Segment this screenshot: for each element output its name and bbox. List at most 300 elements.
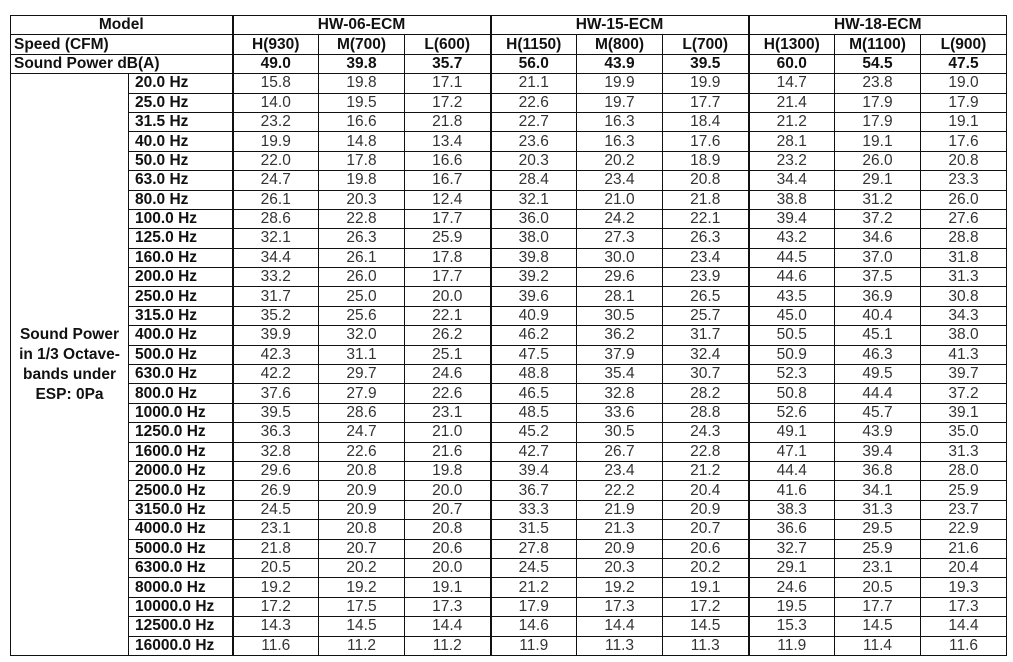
value-cell: 17.7 (663, 93, 749, 112)
value-cell: 25.6 (319, 306, 405, 325)
value-cell: 20.9 (319, 500, 405, 519)
value-cell: 22.2 (577, 481, 663, 500)
value-cell: 23.7 (921, 500, 1007, 519)
value-cell: 14.5 (663, 617, 749, 636)
speed-cell: L(700) (663, 35, 749, 54)
value-cell: 31.8 (921, 248, 1007, 267)
table-row (11, 636, 1007, 655)
frequency-band-cell: 160.0 Hz (129, 248, 233, 267)
frequency-band-cell: 80.0 Hz (129, 190, 233, 209)
speed-row (11, 35, 1007, 54)
value-cell: 17.9 (921, 93, 1007, 112)
value-cell: 34.4 (233, 248, 319, 267)
value-cell: 16.7 (405, 171, 491, 190)
frequency-band-cell: 4000.0 Hz (129, 520, 233, 539)
value-cell: 26.0 (921, 190, 1007, 209)
value-cell: 20.8 (319, 461, 405, 480)
table-row (11, 209, 1007, 228)
value-cell: 21.1 (491, 74, 577, 93)
value-cell: 16.3 (577, 112, 663, 131)
value-cell: 25.1 (405, 345, 491, 364)
value-cell: 11.2 (319, 636, 405, 655)
value-cell: 43.5 (749, 287, 835, 306)
value-cell: 20.9 (577, 539, 663, 558)
value-cell: 21.8 (233, 539, 319, 558)
value-cell: 32.1 (491, 190, 577, 209)
frequency-band-cell: 8000.0 Hz (129, 578, 233, 597)
value-cell: 32.4 (663, 345, 749, 364)
value-cell: 11.9 (491, 636, 577, 655)
value-cell: 49.5 (835, 365, 921, 384)
value-cell: 25.9 (405, 229, 491, 248)
value-cell: 31.3 (835, 500, 921, 519)
value-cell: 33.2 (233, 268, 319, 287)
value-cell: 47.1 (749, 442, 835, 461)
value-cell: 45.2 (491, 423, 577, 442)
speed-cell: L(600) (405, 35, 491, 54)
value-cell: 22.0 (233, 151, 319, 170)
speed-label: Speed (CFM) (11, 35, 233, 54)
value-cell: 24.5 (233, 500, 319, 519)
speed-cell: H(1300) (749, 35, 835, 54)
frequency-band-cell: 12500.0 Hz (129, 617, 233, 636)
value-cell: 50.5 (749, 326, 835, 345)
sound-power-total-cell: 35.7 (405, 54, 491, 73)
value-cell: 42.3 (233, 345, 319, 364)
value-cell: 26.7 (577, 442, 663, 461)
value-cell: 39.4 (749, 209, 835, 228)
value-cell: 32.8 (233, 442, 319, 461)
model-name: HW-18-ECM (749, 16, 1007, 35)
value-cell: 19.1 (663, 578, 749, 597)
table-row (11, 520, 1007, 539)
frequency-band-cell: 2000.0 Hz (129, 461, 233, 480)
sound-power-total-cell: 60.0 (749, 54, 835, 73)
value-cell: 17.3 (405, 597, 491, 616)
table-row (11, 93, 1007, 112)
table-row (11, 423, 1007, 442)
value-cell: 39.4 (491, 461, 577, 480)
value-cell: 17.2 (663, 597, 749, 616)
value-cell: 19.2 (233, 578, 319, 597)
value-cell: 31.1 (319, 345, 405, 364)
frequency-band-cell: 50.0 Hz (129, 151, 233, 170)
value-cell: 26.3 (663, 229, 749, 248)
value-cell: 20.7 (405, 500, 491, 519)
frequency-band-cell: 3150.0 Hz (129, 500, 233, 519)
sound-power-label: Sound Power dB(A) (11, 54, 233, 73)
value-cell: 46.5 (491, 384, 577, 403)
value-cell: 31.7 (233, 287, 319, 306)
value-cell: 21.2 (749, 112, 835, 131)
value-cell: 22.7 (491, 112, 577, 131)
value-cell: 48.8 (491, 365, 577, 384)
value-cell: 14.8 (319, 132, 405, 151)
value-cell: 22.8 (663, 442, 749, 461)
value-cell: 31.5 (491, 520, 577, 539)
table-row (11, 74, 1007, 93)
sound-power-total-cell: 47.5 (921, 54, 1007, 73)
value-cell: 41.6 (749, 481, 835, 500)
value-cell: 35.0 (921, 423, 1007, 442)
value-cell: 26.9 (233, 481, 319, 500)
value-cell: 29.6 (233, 461, 319, 480)
value-cell: 27.8 (491, 539, 577, 558)
model-header-row (11, 16, 1007, 35)
value-cell: 19.2 (577, 578, 663, 597)
value-cell: 16.6 (405, 151, 491, 170)
value-cell: 20.8 (405, 520, 491, 539)
sound-power-total-cell: 43.9 (577, 54, 663, 73)
speed-cell: L(900) (921, 35, 1007, 54)
value-cell: 46.2 (491, 326, 577, 345)
value-cell: 32.0 (319, 326, 405, 345)
value-cell: 35.4 (577, 365, 663, 384)
value-cell: 17.2 (405, 93, 491, 112)
value-cell: 13.4 (405, 132, 491, 151)
value-cell: 23.9 (663, 268, 749, 287)
value-cell: 38.8 (749, 190, 835, 209)
value-cell: 23.3 (921, 171, 1007, 190)
value-cell: 39.7 (921, 365, 1007, 384)
value-cell: 38.0 (921, 326, 1007, 345)
table-row (11, 597, 1007, 616)
frequency-band-cell: 1250.0 Hz (129, 423, 233, 442)
value-cell: 25.7 (663, 306, 749, 325)
value-cell: 27.6 (921, 209, 1007, 228)
value-cell: 28.4 (491, 171, 577, 190)
value-cell: 17.9 (835, 93, 921, 112)
value-cell: 20.9 (663, 500, 749, 519)
value-cell: 30.0 (577, 248, 663, 267)
value-cell: 34.6 (835, 229, 921, 248)
value-cell: 30.5 (577, 423, 663, 442)
value-cell: 23.1 (233, 520, 319, 539)
value-cell: 37.9 (577, 345, 663, 364)
value-cell: 19.5 (319, 93, 405, 112)
value-cell: 34.1 (835, 481, 921, 500)
value-cell: 15.3 (749, 617, 835, 636)
value-cell: 17.7 (405, 209, 491, 228)
value-cell: 39.9 (233, 326, 319, 345)
frequency-band-cell: 250.0 Hz (129, 287, 233, 306)
value-cell: 22.9 (921, 520, 1007, 539)
value-cell: 26.2 (405, 326, 491, 345)
value-cell: 31.3 (921, 442, 1007, 461)
table-row (11, 229, 1007, 248)
value-cell: 32.7 (749, 539, 835, 558)
value-cell: 20.7 (319, 539, 405, 558)
value-cell: 26.1 (319, 248, 405, 267)
value-cell: 38.0 (491, 229, 577, 248)
value-cell: 21.2 (663, 461, 749, 480)
value-cell: 28.6 (233, 209, 319, 228)
table-row (11, 539, 1007, 558)
value-cell: 17.9 (835, 112, 921, 131)
frequency-band-cell: 40.0 Hz (129, 132, 233, 151)
frequency-band-cell: 1600.0 Hz (129, 442, 233, 461)
value-cell: 17.5 (319, 597, 405, 616)
value-cell: 24.5 (491, 558, 577, 577)
value-cell: 17.1 (405, 74, 491, 93)
frequency-band-cell: 630.0 Hz (129, 365, 233, 384)
sound-power-total-cell: 49.0 (233, 54, 319, 73)
frequency-band-cell: 2500.0 Hz (129, 481, 233, 500)
octave-band-label: Sound Power in 1/3 Octave-bands under ESP: 0Pa (11, 74, 129, 656)
value-cell: 30.8 (921, 287, 1007, 306)
value-cell: 28.8 (663, 403, 749, 422)
value-cell: 20.5 (233, 558, 319, 577)
table-row (11, 132, 1007, 151)
value-cell: 23.8 (835, 74, 921, 93)
value-cell: 17.3 (577, 597, 663, 616)
value-cell: 20.4 (663, 481, 749, 500)
value-cell: 20.2 (663, 558, 749, 577)
table-row (11, 151, 1007, 170)
value-cell: 22.8 (319, 209, 405, 228)
frequency-band-cell: 500.0 Hz (129, 345, 233, 364)
value-cell: 45.1 (835, 326, 921, 345)
value-cell: 45.0 (749, 306, 835, 325)
value-cell: 22.6 (405, 384, 491, 403)
speed-cell: M(800) (577, 35, 663, 54)
value-cell: 25.0 (319, 287, 405, 306)
value-cell: 20.7 (663, 520, 749, 539)
value-cell: 11.3 (577, 636, 663, 655)
value-cell: 19.1 (921, 112, 1007, 131)
value-cell: 36.6 (749, 520, 835, 539)
table-row (11, 578, 1007, 597)
table-row (11, 461, 1007, 480)
value-cell: 20.3 (491, 151, 577, 170)
table-row (11, 365, 1007, 384)
value-cell: 11.6 (921, 636, 1007, 655)
value-cell: 31.2 (835, 190, 921, 209)
value-cell: 20.8 (663, 171, 749, 190)
value-cell: 36.2 (577, 326, 663, 345)
value-cell: 20.0 (405, 287, 491, 306)
value-cell: 21.6 (921, 539, 1007, 558)
value-cell: 48.5 (491, 403, 577, 422)
value-cell: 25.9 (835, 539, 921, 558)
value-cell: 26.0 (319, 268, 405, 287)
value-cell: 19.8 (319, 74, 405, 93)
model-name: HW-15-ECM (491, 16, 749, 35)
value-cell: 29.1 (749, 558, 835, 577)
value-cell: 40.4 (835, 306, 921, 325)
value-cell: 21.4 (749, 93, 835, 112)
value-cell: 23.1 (405, 403, 491, 422)
value-cell: 32.8 (577, 384, 663, 403)
value-cell: 28.0 (921, 461, 1007, 480)
frequency-band-cell: 200.0 Hz (129, 268, 233, 287)
table-row (11, 384, 1007, 403)
model-label: Model (11, 16, 233, 35)
value-cell: 39.5 (233, 403, 319, 422)
value-cell: 43.9 (835, 423, 921, 442)
table-row (11, 500, 1007, 519)
value-cell: 37.2 (921, 384, 1007, 403)
value-cell: 37.0 (835, 248, 921, 267)
table-row (11, 403, 1007, 422)
value-cell: 24.7 (319, 423, 405, 442)
value-cell: 21.2 (491, 578, 577, 597)
value-cell: 26.5 (663, 287, 749, 306)
value-cell: 50.8 (749, 384, 835, 403)
value-cell: 32.1 (233, 229, 319, 248)
value-cell: 17.7 (835, 597, 921, 616)
value-cell: 44.5 (749, 248, 835, 267)
value-cell: 50.9 (749, 345, 835, 364)
value-cell: 19.9 (577, 74, 663, 93)
value-cell: 17.6 (663, 132, 749, 151)
value-cell: 28.1 (749, 132, 835, 151)
table-row (11, 171, 1007, 190)
value-cell: 45.7 (835, 403, 921, 422)
table-row (11, 326, 1007, 345)
value-cell: 38.3 (749, 500, 835, 519)
value-cell: 26.3 (319, 229, 405, 248)
value-cell: 11.2 (405, 636, 491, 655)
value-cell: 19.3 (921, 578, 1007, 597)
value-cell: 21.6 (405, 442, 491, 461)
frequency-band-cell: 315.0 Hz (129, 306, 233, 325)
table-row (11, 306, 1007, 325)
value-cell: 28.1 (577, 287, 663, 306)
frequency-band-cell: 10000.0 Hz (129, 597, 233, 616)
value-cell: 28.8 (921, 229, 1007, 248)
value-cell: 23.4 (577, 171, 663, 190)
sound-power-total-cell: 39.5 (663, 54, 749, 73)
frequency-band-cell: 5000.0 Hz (129, 539, 233, 558)
value-cell: 34.4 (749, 171, 835, 190)
value-cell: 19.8 (405, 461, 491, 480)
value-cell: 14.4 (577, 617, 663, 636)
value-cell: 15.8 (233, 74, 319, 93)
value-cell: 22.6 (491, 93, 577, 112)
frequency-band-cell: 31.5 Hz (129, 112, 233, 131)
frequency-band-cell: 100.0 Hz (129, 209, 233, 228)
value-cell: 18.9 (663, 151, 749, 170)
value-cell: 17.6 (921, 132, 1007, 151)
sound-power-total-cell: 56.0 (491, 54, 577, 73)
value-cell: 23.2 (233, 112, 319, 131)
value-cell: 36.9 (835, 287, 921, 306)
value-cell: 16.3 (577, 132, 663, 151)
speed-cell: M(700) (319, 35, 405, 54)
value-cell: 17.8 (319, 151, 405, 170)
frequency-band-cell: 800.0 Hz (129, 384, 233, 403)
value-cell: 44.4 (835, 384, 921, 403)
value-cell: 17.3 (921, 597, 1007, 616)
value-cell: 21.0 (405, 423, 491, 442)
value-cell: 37.6 (233, 384, 319, 403)
value-cell: 49.1 (749, 423, 835, 442)
value-cell: 11.6 (233, 636, 319, 655)
value-cell: 19.9 (663, 74, 749, 93)
table-body (11, 16, 1007, 656)
value-cell: 31.7 (663, 326, 749, 345)
value-cell: 23.4 (577, 461, 663, 480)
value-cell: 17.8 (405, 248, 491, 267)
table-row (11, 442, 1007, 461)
value-cell: 34.3 (921, 306, 1007, 325)
value-cell: 43.2 (749, 229, 835, 248)
value-cell: 47.5 (491, 345, 577, 364)
value-cell: 36.3 (233, 423, 319, 442)
frequency-band-cell: 16000.0 Hz (129, 636, 233, 655)
value-cell: 14.5 (835, 617, 921, 636)
value-cell: 18.4 (663, 112, 749, 131)
value-cell: 24.6 (749, 578, 835, 597)
value-cell: 23.1 (835, 558, 921, 577)
frequency-band-cell: 1000.0 Hz (129, 403, 233, 422)
value-cell: 41.3 (921, 345, 1007, 364)
table-row (11, 287, 1007, 306)
table-row (11, 248, 1007, 267)
value-cell: 31.3 (921, 268, 1007, 287)
value-cell: 19.2 (319, 578, 405, 597)
value-cell: 24.6 (405, 365, 491, 384)
table-row (11, 617, 1007, 636)
value-cell: 24.2 (577, 209, 663, 228)
value-cell: 21.8 (405, 112, 491, 131)
value-cell: 39.6 (491, 287, 577, 306)
value-cell: 36.8 (835, 461, 921, 480)
value-cell: 16.6 (319, 112, 405, 131)
value-cell: 52.6 (749, 403, 835, 422)
model-name: HW-06-ECM (233, 16, 491, 35)
value-cell: 36.7 (491, 481, 577, 500)
value-cell: 19.9 (233, 132, 319, 151)
value-cell: 29.1 (835, 171, 921, 190)
value-cell: 46.3 (835, 345, 921, 364)
value-cell: 39.4 (835, 442, 921, 461)
value-cell: 14.0 (233, 93, 319, 112)
value-cell: 19.8 (319, 171, 405, 190)
value-cell: 23.2 (749, 151, 835, 170)
value-cell: 20.5 (835, 578, 921, 597)
table-row (11, 558, 1007, 577)
value-cell: 21.3 (577, 520, 663, 539)
value-cell: 17.9 (491, 597, 577, 616)
value-cell: 39.2 (491, 268, 577, 287)
value-cell: 20.2 (319, 558, 405, 577)
value-cell: 44.4 (749, 461, 835, 480)
value-cell: 20.2 (577, 151, 663, 170)
speed-cell: H(930) (233, 35, 319, 54)
value-cell: 23.4 (663, 248, 749, 267)
frequency-band-cell: 25.0 Hz (129, 93, 233, 112)
value-cell: 20.3 (577, 558, 663, 577)
value-cell: 30.7 (663, 365, 749, 384)
value-cell: 14.4 (921, 617, 1007, 636)
frequency-band-cell: 125.0 Hz (129, 229, 233, 248)
value-cell: 35.2 (233, 306, 319, 325)
value-cell: 14.7 (749, 74, 835, 93)
value-cell: 42.7 (491, 442, 577, 461)
sound-power-table (10, 15, 1007, 656)
value-cell: 21.9 (577, 500, 663, 519)
value-cell: 29.5 (835, 520, 921, 539)
value-cell: 22.1 (405, 306, 491, 325)
value-cell: 30.5 (577, 306, 663, 325)
value-cell: 20.6 (663, 539, 749, 558)
value-cell: 12.4 (405, 190, 491, 209)
value-cell: 20.0 (405, 481, 491, 500)
value-cell: 24.7 (233, 171, 319, 190)
speed-cell: M(1100) (835, 35, 921, 54)
